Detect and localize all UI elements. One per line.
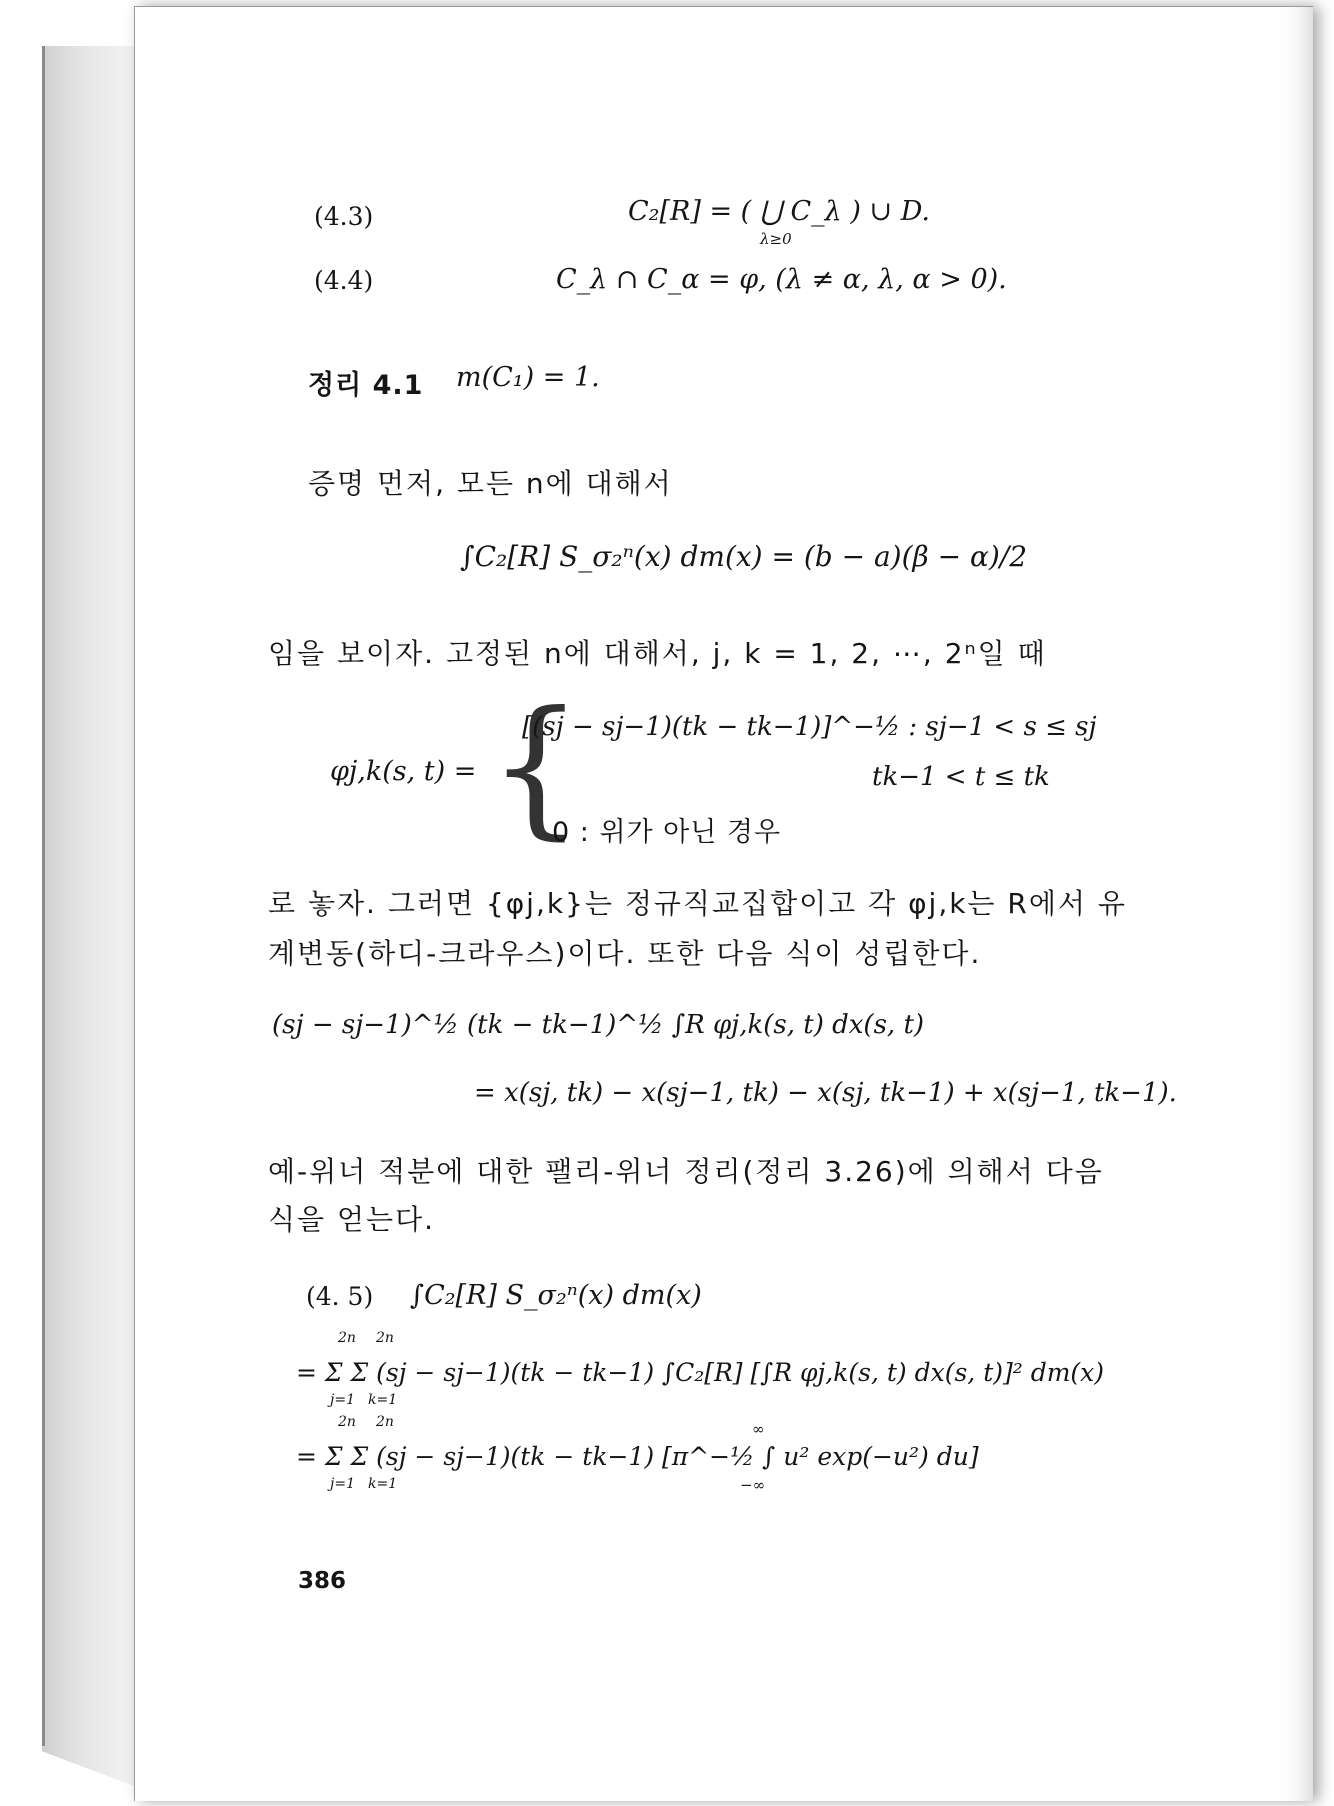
sum-upper-k-2: 2n <box>376 1414 394 1430</box>
sum-lower-k-1: k=1 <box>368 1392 398 1408</box>
integral-upper-limit: ∞ <box>752 1420 765 1438</box>
paragraph-2-line-1: 예-위너 적분에 대한 팰리-위너 정리(정리 3.26)에 의해서 다음 <box>268 1155 1104 1188</box>
equation-4-5-line-1: ∫C₂[R] S_σ₂ⁿ(x) dm(x) <box>410 1280 702 1311</box>
phi-definition-lhs: φj,k(s, t) = <box>330 756 477 787</box>
theorem-label: 정리 4.1 <box>308 370 424 401</box>
phi-case-1-condition: tk−1 < t ≤ tk <box>872 762 1050 792</box>
proof-line-2: 임을 보이자. 고정된 n에 대해서, j, k = 1, 2, ⋯, 2ⁿ일 때 <box>268 637 1047 670</box>
proof-intro: 증명 먼저, 모든 n에 대해서 <box>308 467 673 500</box>
equation-number-4-5: (4. 5) <box>306 1282 374 1311</box>
sum-lower-j-1: j=1 <box>330 1392 355 1408</box>
equation-4-4: C_λ ∩ C_α = φ, (λ ≠ α, λ, α > 0). <box>556 264 1007 295</box>
piecewise-brace: { <box>488 680 584 854</box>
sum-upper-j-2: 2n <box>338 1414 356 1430</box>
integral-equation-1: ∫C₂[R] S_σ₂ⁿ(x) dm(x) = (b − a)(β − α)/2 <box>460 540 1028 573</box>
equation-middle-2: = x(sj, tk) − x(sj−1, tk) − x(sj, tk−1) + x(sj−1, tk−1). <box>474 1078 1177 1108</box>
paragraph-1-line-1: 로 놓자. 그러면 {φj,k}는 정규직교집합이고 각 φj,k는 R에서 유 <box>268 887 1127 920</box>
equation-4-5-line-3: = Σ Σ (sj − sj−1)(tk − tk−1) [π^−½ ∫ u² exp(−u²) du] <box>296 1442 979 1471</box>
integral-lower-limit: −∞ <box>740 1476 766 1494</box>
book-spine-line <box>42 46 45 1746</box>
sum-lower-j-2: j=1 <box>330 1476 355 1492</box>
equation-number-4-4: (4.4) <box>314 266 374 295</box>
equation-middle-1: (sj − sj−1)^½ (tk − tk−1)^½ ∫R φj,k(s, t) dx(s, t) <box>272 1010 925 1040</box>
equation-4-3: C₂[R] = ( ⋃ C_λ ) ∪ D. <box>628 196 930 227</box>
phi-case-2: 0 : 위가 아닌 경우 <box>552 817 782 848</box>
sum-upper-k-1: 2n <box>376 1330 394 1346</box>
sum-lower-k-2: k=1 <box>368 1476 398 1492</box>
equation-4-3-subscript: λ≥0 <box>760 230 792 248</box>
book-side-edge <box>42 46 134 1786</box>
equation-number-4-3: (4.3) <box>314 202 374 231</box>
page-number: 386 <box>298 1568 347 1594</box>
sum-upper-j-1: 2n <box>338 1330 356 1346</box>
equation-4-5-line-2: = Σ Σ (sj − sj−1)(tk − tk−1) ∫C₂[R] [∫R φj,k(s, t) dx(s, t)]² dm(x) <box>296 1358 1105 1387</box>
paragraph-1-line-2: 계변동(하디-크라우스)이다. 또한 다음 식이 성립한다. <box>268 937 982 970</box>
phi-case-1: [(sj − sj−1)(tk − tk−1)]^−½ : sj−1 < s ≤ sj <box>522 712 1097 742</box>
theorem-statement: m(C₁) = 1. <box>456 362 600 393</box>
paragraph-2-line-2: 식을 얻는다. <box>268 1203 436 1236</box>
